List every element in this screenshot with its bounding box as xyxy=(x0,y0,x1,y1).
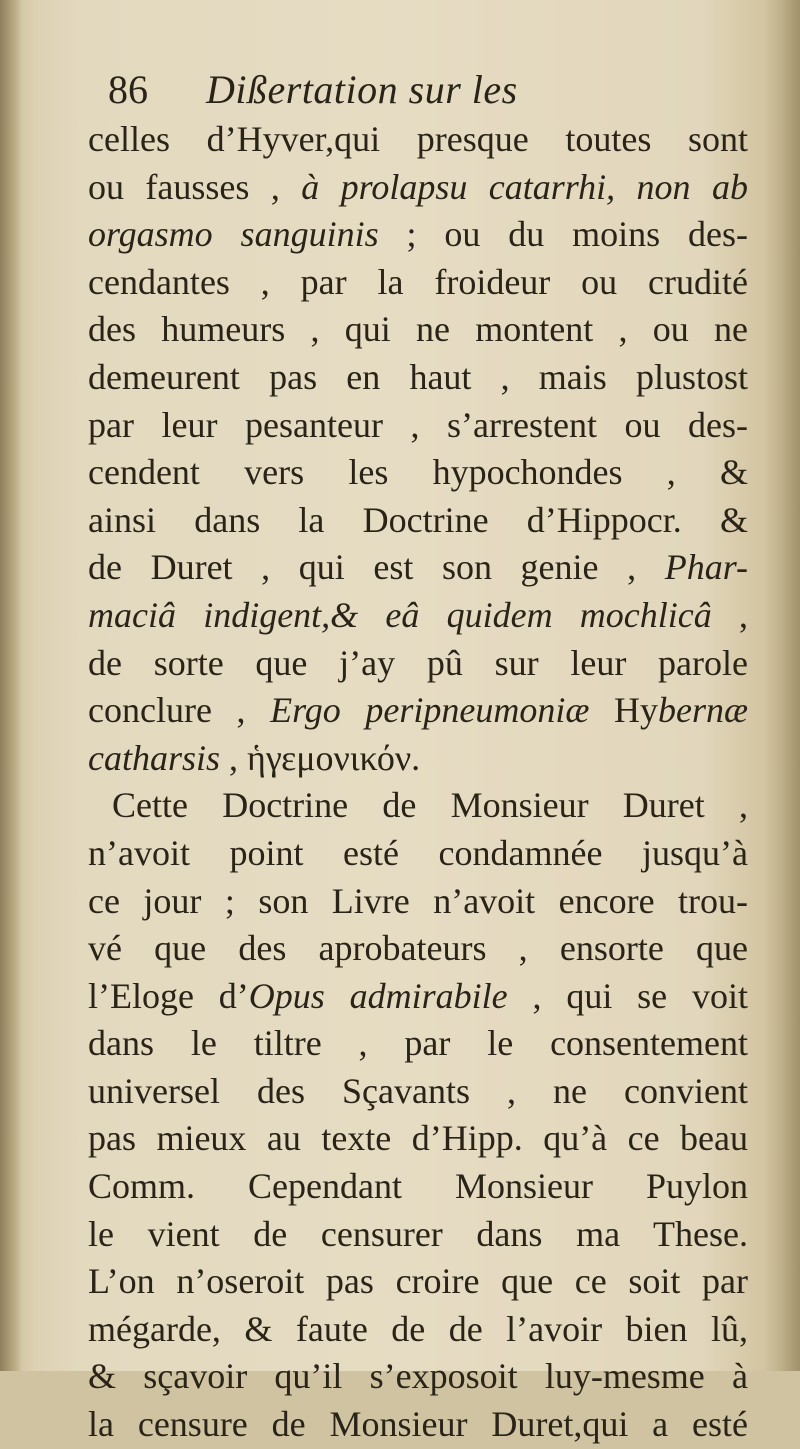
text-line xyxy=(88,1068,748,1116)
running-head: Dißertation sur les xyxy=(206,67,518,112)
text-span: demeurent pas en haut , mais plustost xyxy=(88,356,748,397)
text-span: , ἡγεμονικόν. xyxy=(220,737,421,778)
text-span: la censure de Monsieur Duret,qui a esté xyxy=(88,1404,748,1445)
text-span: celles d’Hyver,qui presque toutes sont xyxy=(88,119,748,159)
text-line xyxy=(88,1163,748,1211)
text-line xyxy=(88,1306,748,1354)
text-span: , qui se voit xyxy=(507,975,748,1016)
text-span: ; ou du moins des- xyxy=(378,214,748,255)
text-line xyxy=(88,830,748,878)
text-span: Cette Doctrine de Monsieur Duret , xyxy=(112,785,748,826)
text-line xyxy=(88,164,748,212)
text-span: , xyxy=(711,594,749,635)
text-line xyxy=(88,211,748,259)
text-line xyxy=(88,1211,748,1259)
italic-text-span: Opus admirabile xyxy=(248,975,508,1016)
text-line xyxy=(88,878,748,926)
body-text xyxy=(88,116,748,1449)
text-span: cendantes , par la froideur ou crudité xyxy=(88,261,748,302)
text-line xyxy=(88,497,748,545)
text-span: de Duret , qui est son genie , xyxy=(88,547,665,588)
text-span: cendent vers les hypochondes , & xyxy=(88,452,748,493)
text-line xyxy=(88,973,748,1021)
text-span: n’avoit point esté condamnée jusqu’à xyxy=(88,832,748,873)
text-span: & sçavoir qu’il s’exposoit luy-mesme à xyxy=(88,1356,748,1397)
text-line xyxy=(88,1020,748,1068)
text-line xyxy=(88,116,748,164)
text-line xyxy=(88,544,748,592)
text-line xyxy=(88,1353,748,1401)
text-span: par leur pesanteur , s’arrestent ou des- xyxy=(88,404,748,445)
text-span: L’on n’oseroit pas croire que ce soit par xyxy=(88,1261,748,1302)
page-header xyxy=(108,60,748,120)
text-line xyxy=(88,592,748,640)
text-span: vé que des aprobateurs , ensorte que xyxy=(88,928,748,969)
text-span: ce jour ; son Livre n’avoit encore trou- xyxy=(88,880,748,921)
italic-text-span: à prolapsu catarrhi, non ab xyxy=(301,166,748,207)
text-span: des humeurs , qui ne montent , ou ne xyxy=(88,309,748,350)
text-line xyxy=(88,1258,748,1306)
text-line xyxy=(88,449,748,497)
text-span: conclure , xyxy=(88,690,271,731)
text-span: Comm. Cependant Monsieur Puylon xyxy=(88,1166,748,1207)
text-span: Hy xyxy=(589,690,658,731)
italic-text-span: bernæ xyxy=(658,690,748,731)
text-span: de sorte que j’ay pû sur leur parole xyxy=(88,642,748,683)
italic-text-span: Phar- xyxy=(664,547,748,588)
italic-text-span: orgasmo sanguinis xyxy=(88,214,379,255)
text-span: pas mieux au texte d’Hipp. qu’à ce beau xyxy=(88,1118,748,1159)
page-number: 86 xyxy=(108,67,148,112)
text-span: le vient de censurer dans ma These. xyxy=(88,1213,748,1254)
text-line xyxy=(88,259,748,307)
text-span: ou fausses , xyxy=(88,166,302,207)
text-span: mégarde, & faute de de l’avoir bien lû, xyxy=(88,1308,748,1349)
italic-text-span: Ergo peripneumoniæ xyxy=(270,690,590,731)
text-line xyxy=(88,640,748,688)
text-line xyxy=(88,687,748,735)
text-line xyxy=(88,735,748,783)
text-line xyxy=(88,1115,748,1163)
text-line xyxy=(88,402,748,450)
text-line xyxy=(88,782,748,830)
text-line xyxy=(88,306,748,354)
page-edge-shadow xyxy=(764,0,800,1371)
text-line xyxy=(88,1401,748,1449)
italic-text-span: catharsis xyxy=(88,737,221,778)
italic-text-span: maciâ indigent,& eâ quidem mochlicâ xyxy=(88,594,712,635)
text-line xyxy=(88,925,748,973)
text-span: l’Eloge d’ xyxy=(88,975,249,1016)
book-binding-shadow xyxy=(0,0,22,1371)
text-span: universel des Sçavants , ne convient xyxy=(88,1070,748,1111)
text-span: ainsi dans la Doctrine d’Hippocr. & xyxy=(88,499,748,540)
text-line xyxy=(88,354,748,402)
text-span: dans le tiltre , par le consentement xyxy=(88,1023,748,1064)
